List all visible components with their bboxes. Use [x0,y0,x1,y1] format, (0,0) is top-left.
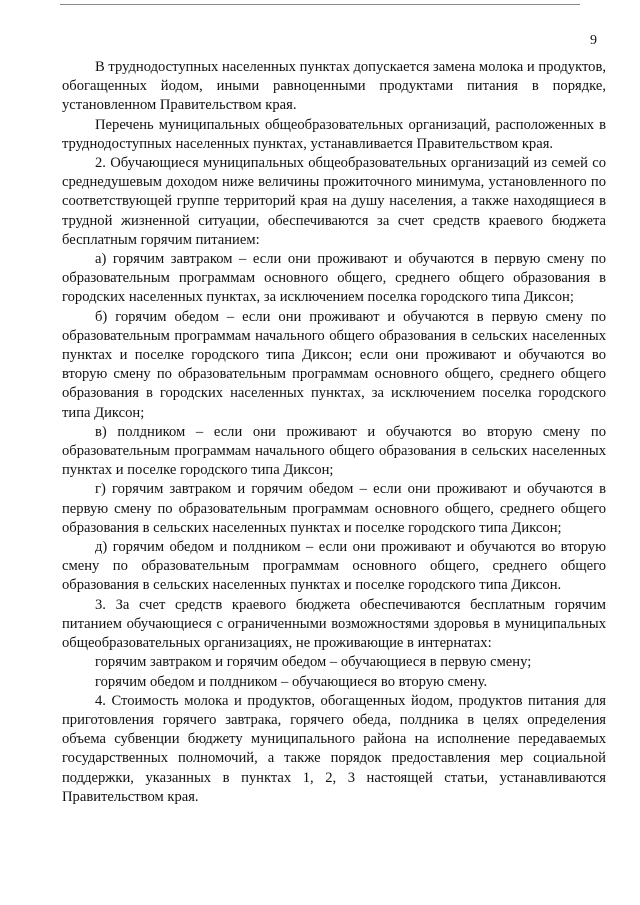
paragraph-item-2a: а) горячим завтраком – если они проживают и обучаются в первую смену по образовательным программам основного общего, среднего общего образования в городских населенных пунктах, за исключением поселка городского типа Диксон; [62,251,606,306]
paragraph-item-3-second-shift: горячим обедом и полдником – обучающиеся во вторую смену. [95,673,488,690]
paragraph-item-2: 2. Обучающиеся муниципальных общеобразовательных организаций из семей со среднедушевым доходом ниже величины прожиточного минимума, установленного по соответствующей группе территорий края на душу населения, а также находящиеся в трудной жизненной ситуации, обеспечиваются за счет средств краевого бюджета бесплатным горячим питанием: [62,155,606,248]
document-body [62,58,606,807]
paragraph-item-3-first-shift: горячим завтраком и горячим обедом – обучающиеся в первую смену; [95,654,532,671]
paragraph-list-of-organizations: Перечень муниципальных общеобразовательных организаций, расположенных в труднодоступных населенных пунктах, устанавливается Правительством края. [62,116,606,152]
paragraph-item-4: 4. Стоимость молока и продуктов, обогащенных йодом, продуктов питания для приготовления горячего завтрака, горячего обеда, полдника в целях определения объема субвенции бюджету муниципального района на исполнение передаваемых государственных полномочий, а также порядок предоставления мер социальной поддержки, указанных в пунктах 1, 2, 3 настоящей статьи, устанавливаются Правительством края. [62,692,606,805]
paragraph-substitution: В труднодоступных населенных пунктах допускается замена молока и продуктов, обогащенных йодом, иными равноценными продуктами питания в порядке, установленном Правительством края. [62,59,606,114]
paragraph-item-3: 3. За счет средств краевого бюджета обеспечиваются бесплатным горячим питанием обучающиеся с ограниченными возможностями здоровья в муниципальных общеобразовательных организациях, не проживающие в интернатах: [62,596,606,652]
paragraph-item-2g: г) горячим завтраком и горячим обедом – если они проживают и обучаются в первую смену по образовательным программам основного общего, среднего общего образования в сельских населенных пунктах и поселке городского типа Диксон; [62,481,606,536]
paragraph-item-2v: в) полдником – если они проживают и обучаются во вторую смену по образовательным программам начального общего образования в сельских населенных пунктах и поселке городского типа Диксон; [62,423,606,479]
paragraph-item-2b: б) горячим обедом – если они проживают и обучаются в первую смену по образовательным программам начального общего образования в сельских населенных пунктах и поселке городского типа Диксон; если они проживают и обучаются во вторую смену по образовательным программам основного общего, среднего общего образования в городских населенных пунктах, за исключением поселка городского типа Диксон; [62,308,606,421]
page-number: 9 [590,33,597,48]
paragraph-item-2d: д) горячим обедом и полдником – если они проживают и обучаются во вторую смену по образовательным программам основного общего, среднего общего образования в сельских населенных пунктах и поселке городского типа Диксон. [62,539,606,594]
top-scan-line [60,4,580,5]
